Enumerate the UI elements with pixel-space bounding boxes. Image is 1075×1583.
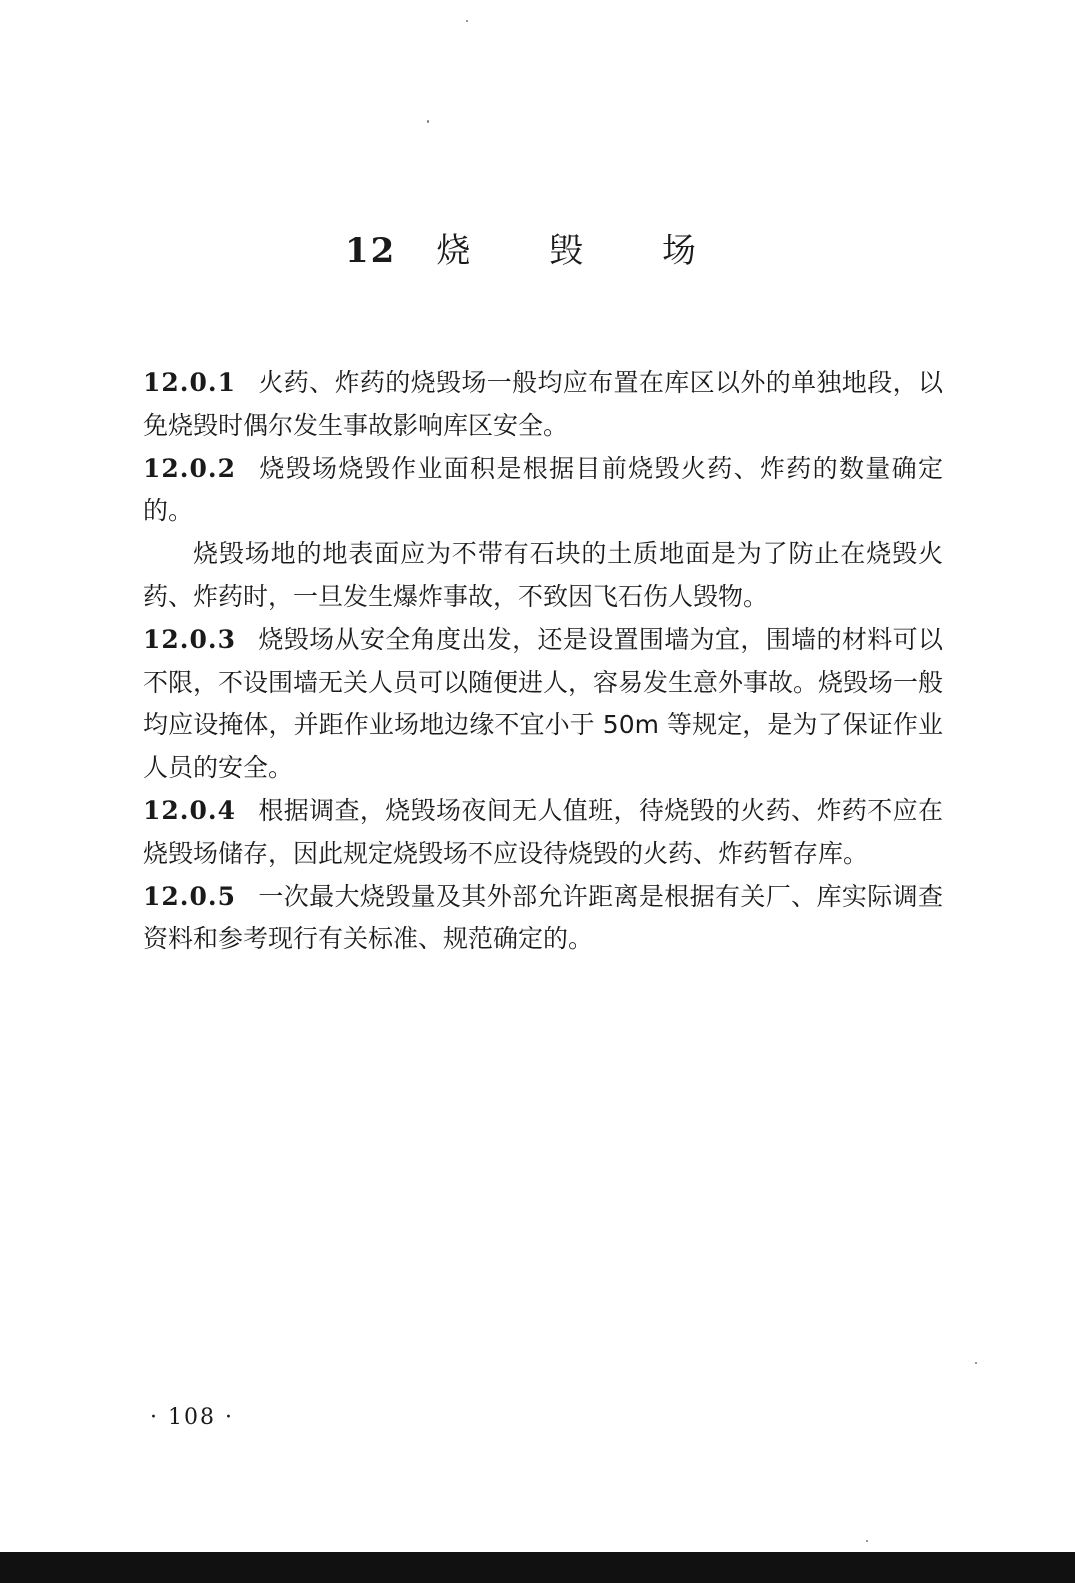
scan-speck [975,1362,977,1364]
scan-speck [866,1540,868,1542]
clause-12-0-5 [143,876,943,962]
clause-text: 烧毁场烧毁作业面积是根据目前烧毁火药、炸药的数量确定的。 [143,453,943,526]
clause-list [143,362,943,961]
clause-number: 12.0.2 [143,453,236,483]
clause-number: 12.0.5 [143,881,236,911]
clause-number: 12.0.3 [143,624,236,654]
clause-text: 火药、炸药的烧毁场一般均应布置在库区以外的单独地段，以免烧毁时偶尔发生事故影响库区安全。 [143,368,943,440]
clause-12-0-1 [143,362,943,448]
clause-number: 12.0.1 [143,368,236,397]
page-number: · 108 · [150,1405,234,1430]
chapter-heading [0,226,1075,276]
clause-number: 12.0.4 [143,795,236,825]
scan-speck [427,120,429,123]
chapter-title: 烧 毁 场 [436,231,730,271]
clause-text: 根据调查，烧毁场夜间无人值班，待烧毁的火药、炸药不应在烧毁场储存，因此规定烧毁场不应设待烧毁的火药、炸药暂存库。 [143,795,943,868]
scan-edge-bar [0,1552,1075,1583]
clause-text: 烧毁场从安全角度出发，还是设置围墙为宜，围墙的材料可以不限，不设围墙无关人员可以随便进人，容易发生意外事故。烧毁场一般均应设掩体，并距作业场地边缘不宜小于 50m 等规定，是为了保证作业人员的安全。 [143,624,944,783]
clause-12-0-4 [143,790,943,876]
clause-12-0-2 [143,448,943,534]
clause-12-0-2-paragraph-2 [143,533,943,619]
scan-speck [466,20,468,22]
clause-text: 烧毁场地的地表面应为不带有石块的土质地面是为了防止在烧毁火药、炸药时，一旦发生爆炸事故，不致因飞石伤人毁物。 [143,539,943,611]
chapter-number: 12 [345,231,397,271]
clause-12-0-3 [143,619,943,790]
clause-text: 一次最大烧毁量及其外部允许距离是根据有关厂、库实际调查资料和参考现行有关标准、规范确定的。 [143,881,943,954]
